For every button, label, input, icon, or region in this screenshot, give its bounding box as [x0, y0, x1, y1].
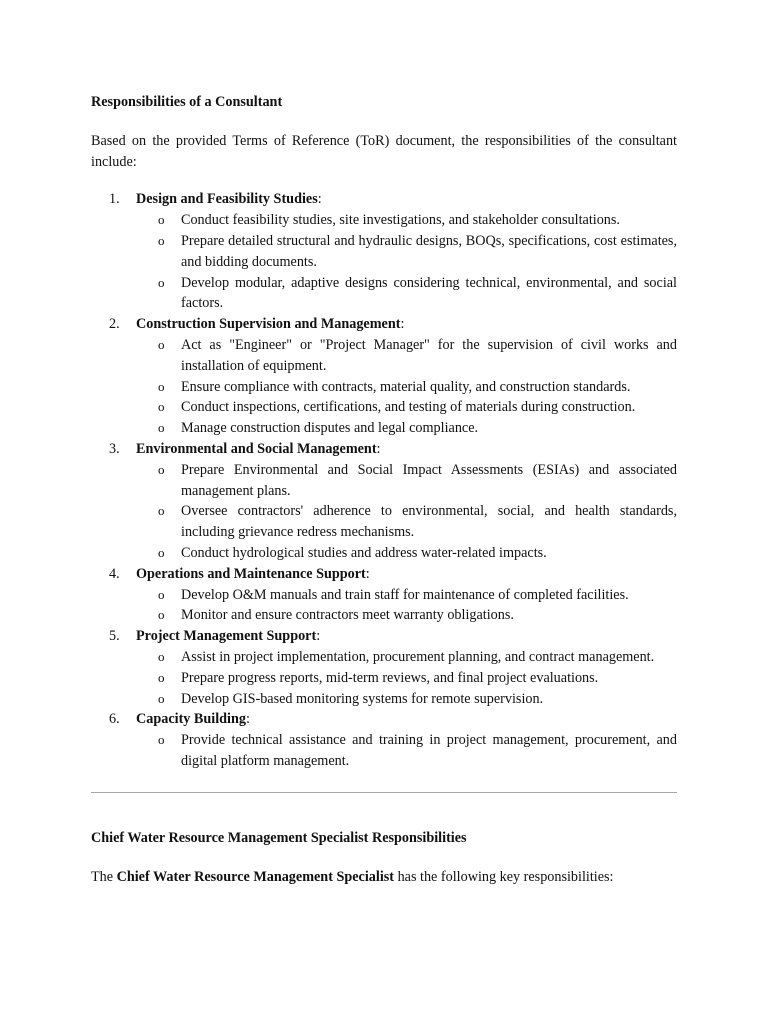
list-item-title	[136, 439, 677, 460]
bullet-text: Develop O&M manuals and train staff for maintenance of completed facilities.	[181, 586, 629, 603]
list-item-title	[136, 314, 677, 335]
bullet-item	[158, 397, 677, 418]
bullet-item	[158, 543, 677, 564]
bullet-text: Develop GIS-based monitoring systems for remote supervision.	[181, 690, 544, 707]
list-item-title-colon: :	[316, 628, 321, 645]
circle-bullet-icon: o	[158, 274, 165, 290]
list-number: 3.	[109, 440, 120, 457]
bullet-item	[158, 585, 677, 606]
document-content	[91, 92, 677, 887]
list-item-title	[136, 626, 677, 647]
list-item-title-colon: :	[365, 565, 370, 582]
bullet-text: Develop modular, adaptive designs considering technical, environmental, and social factors.	[181, 274, 677, 312]
list-item-title	[136, 564, 677, 585]
bullet-item	[158, 231, 677, 273]
list-item	[91, 564, 677, 626]
bullet-text: Conduct feasibility studies, site investigations, and stakeholder consultations.	[181, 212, 620, 229]
bullet-text: Prepare detailed structural and hydraulic designs, BOQs, specifications, cost estimates, and bidding documents.	[181, 232, 677, 270]
circle-bullet-icon: o	[158, 732, 165, 748]
bullet-list	[136, 460, 677, 564]
bullet-text: Assist in project implementation, procurement planning, and contract management.	[181, 648, 655, 665]
bullet-text: Conduct inspections, certifications, and testing of materials during construction.	[181, 399, 636, 416]
list-item-title-text: Capacity Building	[136, 711, 246, 728]
list-item-title-colon: :	[376, 440, 381, 457]
bullet-list	[136, 210, 677, 314]
circle-bullet-icon: o	[158, 461, 165, 477]
circle-bullet-icon: o	[158, 648, 165, 664]
list-item-title-text: Environmental and Social Management	[136, 440, 377, 457]
bullet-text: Prepare Environmental and Social Impact Assessments (ESIAs) and associated management plans.	[181, 461, 677, 499]
list-item	[91, 709, 677, 771]
bullet-list	[136, 585, 677, 627]
circle-bullet-icon: o	[158, 586, 165, 602]
bullet-list	[136, 730, 677, 772]
list-item-title-text: Design and Feasibility Studies	[136, 191, 318, 208]
bullet-text: Provide technical assistance and training in project management, procurement, and digital platform management.	[181, 732, 677, 769]
list-number: 1.	[109, 191, 120, 208]
list-number: 6.	[109, 711, 120, 728]
bullet-item	[158, 668, 677, 689]
intro-paragraph: Based on the provided Terms of Reference (ToR) document, the responsibilities of the consultant include:	[91, 132, 677, 170]
intro-suffix: has the following key responsibilities:	[394, 868, 614, 885]
circle-bullet-icon: o	[158, 607, 165, 623]
list-item-title-text: Project Management Support	[136, 628, 317, 645]
bullet-text: Ensure compliance with contracts, material quality, and construction standards.	[181, 378, 631, 395]
circle-bullet-icon: o	[158, 399, 165, 415]
list-item-title-text: Construction Supervision and Management	[136, 316, 401, 333]
list-number: 5.	[109, 628, 120, 645]
circle-bullet-icon: o	[158, 420, 165, 436]
list-item-title-text: Operations and Maintenance Support	[136, 565, 366, 582]
bullet-item	[158, 605, 677, 626]
bullet-item	[158, 210, 677, 231]
bullet-text: Oversee contractors' adherence to environmental, social, and health standards, including grievance redress mechanisms.	[181, 503, 677, 541]
list-number: 2.	[109, 316, 120, 333]
bullet-item	[158, 730, 677, 772]
list-item-title-colon: :	[317, 191, 322, 208]
bullet-item	[158, 418, 677, 439]
bullet-text: Act as "Engineer" or "Project Manager" for the supervision of civil works and installation of equipment.	[181, 336, 677, 374]
circle-bullet-icon: o	[158, 212, 165, 228]
circle-bullet-icon: o	[158, 378, 165, 394]
list-item	[91, 626, 677, 709]
list-item	[91, 314, 677, 439]
list-item-title-colon: :	[400, 316, 405, 333]
bullet-text: Conduct hydrological studies and address water-related impacts.	[181, 544, 547, 561]
circle-bullet-icon: o	[158, 503, 165, 519]
bullet-text: Monitor and ensure contractors meet warranty obligations.	[181, 607, 514, 624]
bullet-item	[158, 647, 677, 668]
circle-bullet-icon: o	[158, 690, 165, 706]
bullet-item	[158, 335, 677, 377]
list-item	[91, 439, 677, 564]
bullet-item	[158, 377, 677, 398]
circle-bullet-icon: o	[158, 544, 165, 560]
specialist-intro	[91, 867, 677, 888]
list-item	[91, 189, 677, 314]
bullet-item	[158, 273, 677, 315]
intro-prefix: The	[91, 868, 117, 885]
bullet-list	[136, 647, 677, 709]
bullet-list	[136, 335, 677, 439]
responsibilities-list	[91, 189, 677, 771]
intro-bold-role: Chief Water Resource Management Specialist	[116, 868, 395, 885]
section-heading: Responsibilities of a Consultant	[91, 94, 283, 110]
bullet-item	[158, 689, 677, 710]
list-item-title	[136, 709, 677, 730]
circle-bullet-icon: o	[158, 669, 165, 685]
bullet-item	[158, 460, 677, 502]
list-number: 4.	[109, 565, 120, 582]
list-item-title	[136, 189, 677, 210]
list-item-title-colon: :	[245, 711, 250, 728]
section-heading-specialist: Chief Water Resource Management Specialist Responsibilities	[91, 829, 467, 846]
bullet-item	[158, 501, 677, 543]
bullet-text: Manage construction disputes and legal compliance.	[181, 420, 479, 437]
bullet-text: Prepare progress reports, mid-term reviews, and final project evaluations.	[181, 669, 599, 686]
circle-bullet-icon: o	[158, 232, 165, 248]
circle-bullet-icon: o	[158, 336, 165, 352]
